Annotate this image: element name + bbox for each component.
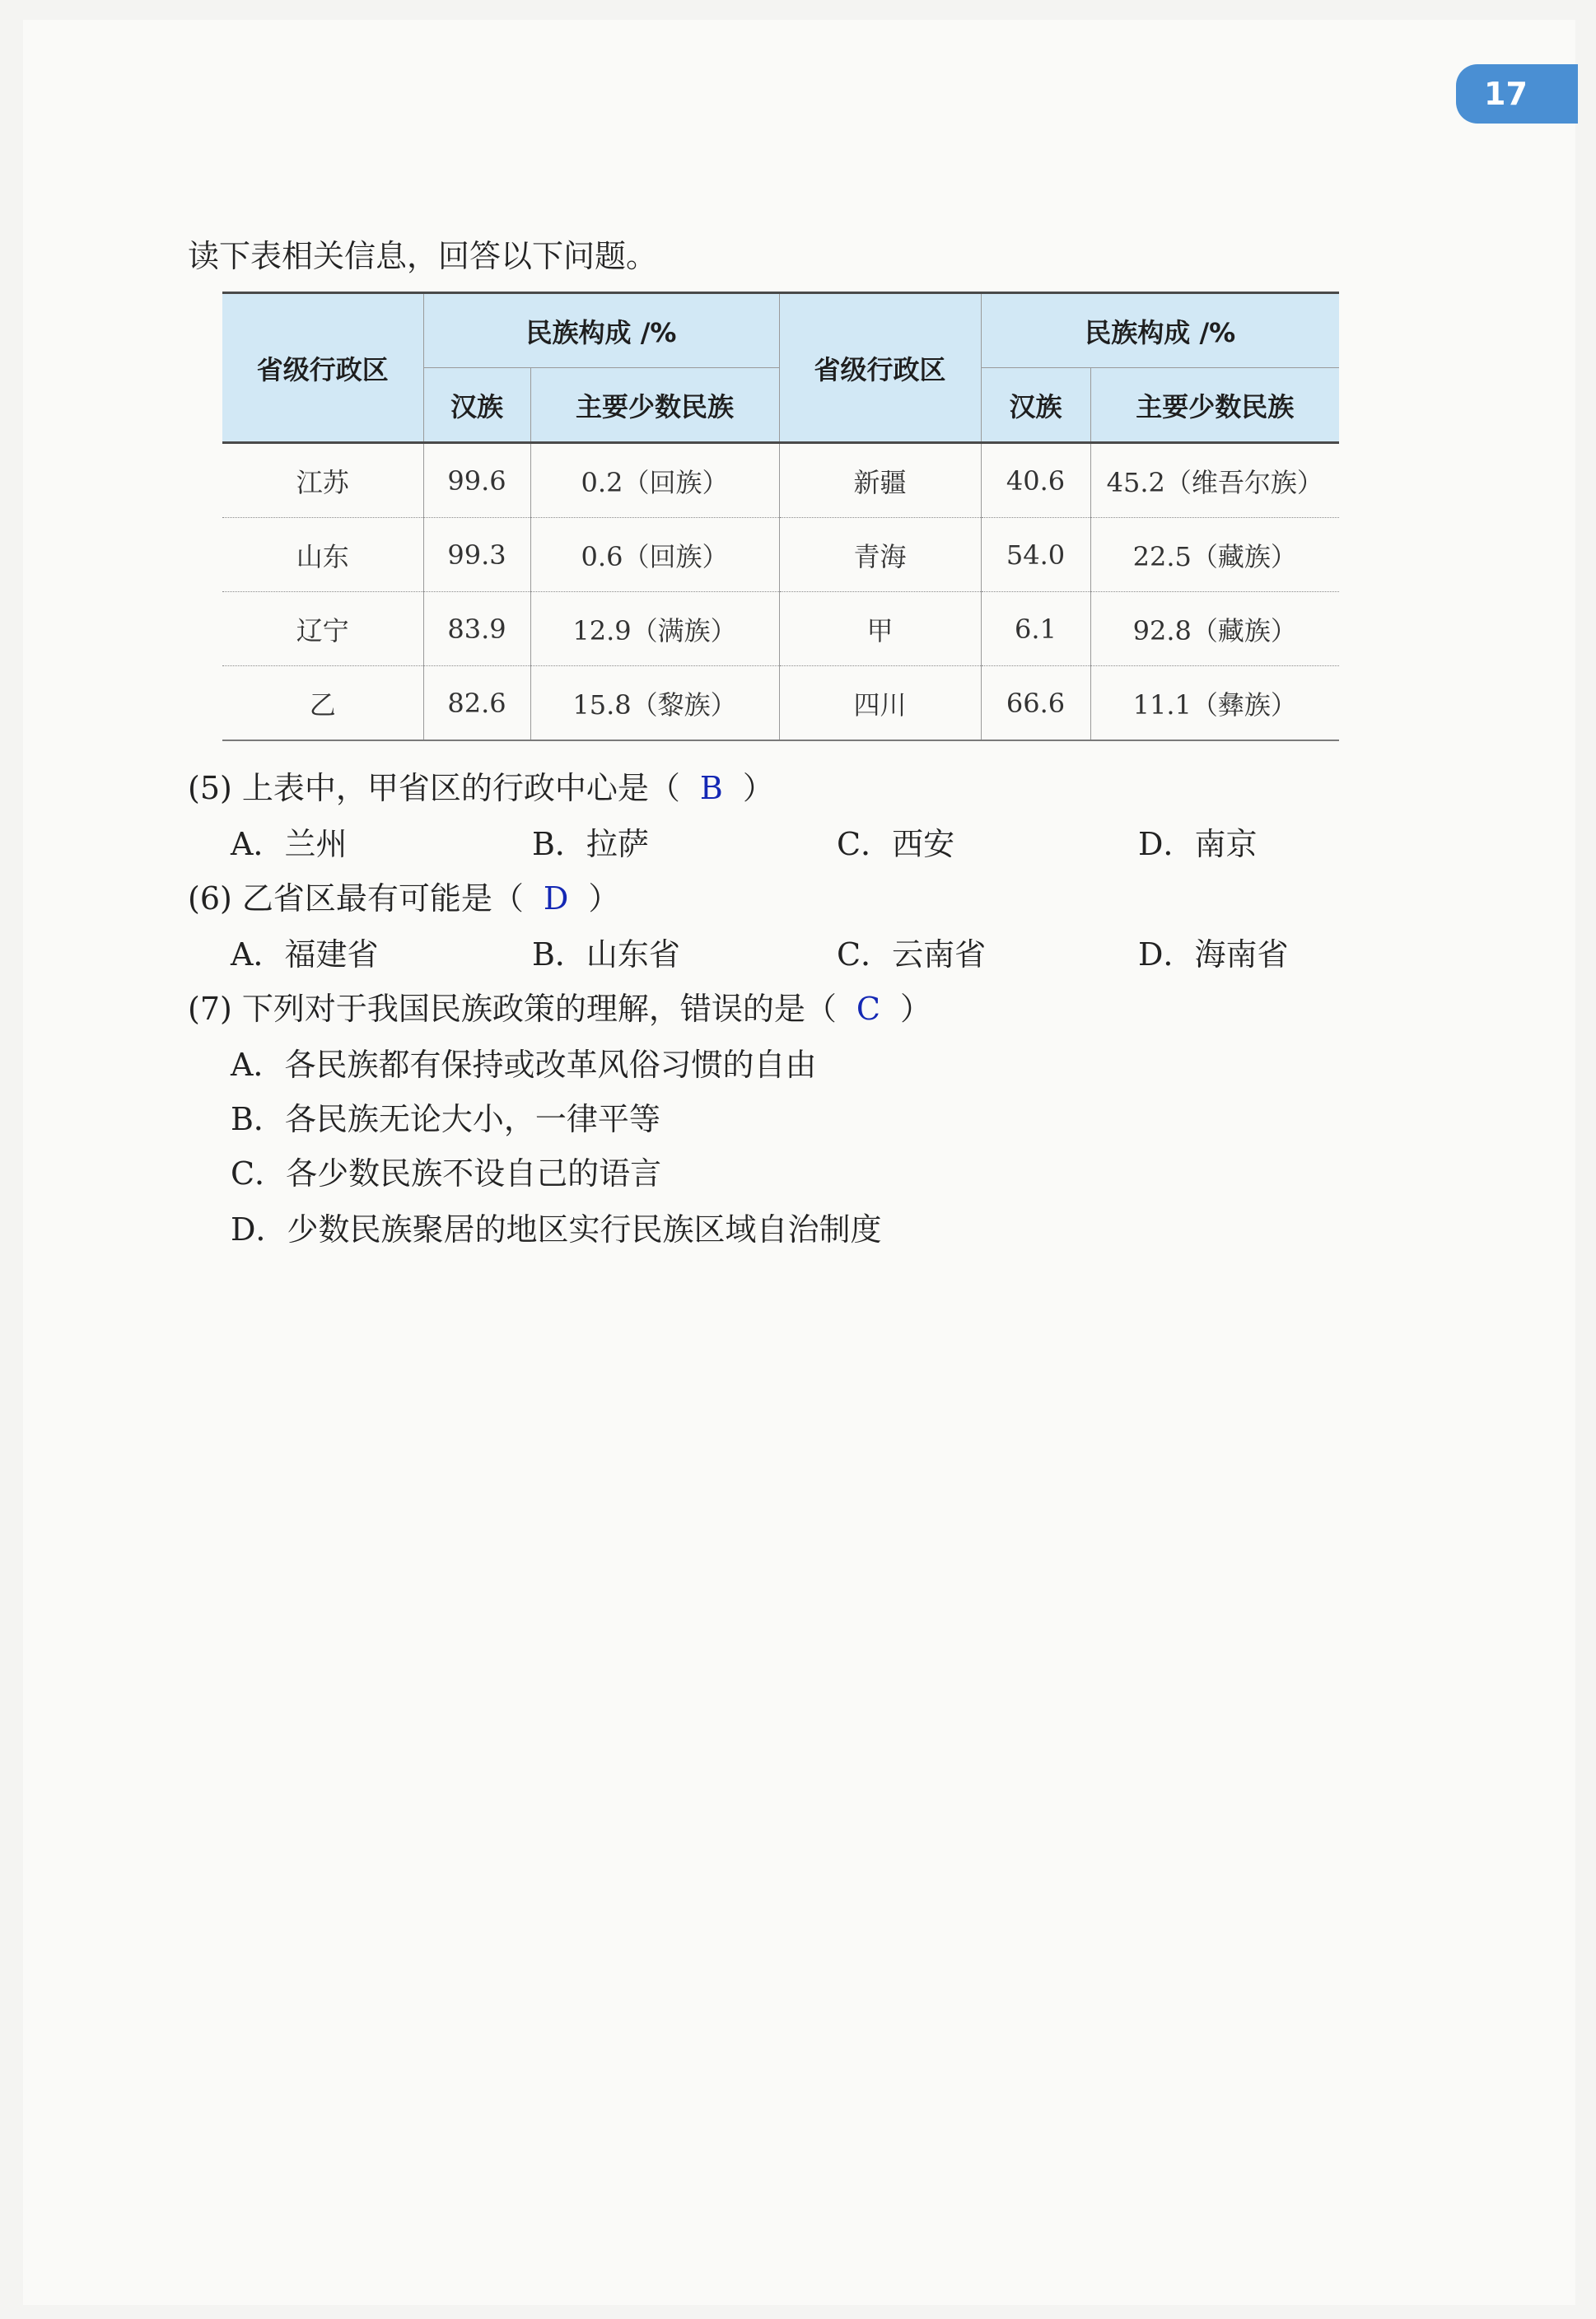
option-c: C．各少数民族不设自己的语言 — [231, 1155, 662, 1192]
table-cell: 66.6 — [981, 666, 1090, 741]
option-c: C．云南省 — [837, 936, 987, 973]
table-cell: 45.2（维吾尔族） — [1090, 443, 1339, 518]
option-b: B．各民族无论大小，一律平等 — [231, 1101, 660, 1137]
intro-text: 读下表相关信息，回答以下问题。 — [188, 238, 658, 274]
table-row — [222, 592, 1339, 666]
option-d: D．南京 — [1138, 826, 1258, 862]
header-province: 省级行政区 — [779, 293, 981, 443]
question-6-stem — [188, 873, 619, 918]
table-cell: 甲 — [779, 592, 981, 666]
question-5-answer: B — [699, 770, 723, 806]
table-cell: 83.9 — [423, 592, 530, 666]
table-row — [222, 443, 1339, 518]
header-han: 汉族 — [981, 368, 1090, 443]
option-c: C．西安 — [837, 826, 955, 862]
question-6-answer: D — [543, 880, 569, 917]
option-d: D．少数民族聚居的地区实行民族区域自治制度 — [231, 1211, 882, 1248]
ethnic-composition-table — [222, 292, 1339, 741]
question-stem-text: (5) 上表中，甲省区的行政中心是（ — [188, 770, 680, 806]
table-cell: 辽宁 — [222, 592, 423, 666]
table-cell: 92.8（藏族） — [1090, 592, 1339, 666]
question-stem-close: ） — [742, 770, 774, 806]
header-composition: 民族构成 /% — [981, 293, 1339, 368]
table-row — [222, 518, 1339, 592]
table-cell: 四川 — [779, 666, 981, 741]
question-5-stem — [188, 763, 774, 808]
question-7-stem — [188, 983, 931, 1029]
header-minority: 主要少数民族 — [530, 368, 779, 443]
table-cell: 江苏 — [222, 443, 423, 518]
table-cell: 11.1（彝族） — [1090, 666, 1339, 741]
question-stem-text: (7) 下列对于我国民族政策的理解，错误的是（ — [188, 991, 837, 1027]
header-composition: 民族构成 /% — [423, 293, 779, 368]
table-cell: 新疆 — [779, 443, 981, 518]
table-cell: 99.6 — [423, 443, 530, 518]
table-cell: 15.8（黎族） — [530, 666, 779, 741]
table-cell: 12.9（满族） — [530, 592, 779, 666]
question-stem-text: (6) 乙省区最有可能是（ — [188, 880, 524, 917]
table-cell: 54.0 — [981, 518, 1090, 592]
option-a: A．福建省 — [231, 936, 379, 973]
header-han: 汉族 — [423, 368, 530, 443]
header-minority: 主要少数民族 — [1090, 368, 1339, 443]
option-b: B．拉萨 — [532, 826, 649, 862]
header-province: 省级行政区 — [222, 293, 423, 443]
option-d: D．海南省 — [1138, 936, 1289, 973]
option-a: A．各民族都有保持或改革风俗习惯的自由 — [231, 1047, 817, 1083]
table-cell: 0.6（回族） — [530, 518, 779, 592]
option-b: B．山东省 — [532, 936, 680, 973]
table-cell: 40.6 — [981, 443, 1090, 518]
table-cell: 青海 — [779, 518, 981, 592]
page-number-badge: 17 — [1456, 64, 1578, 124]
question-stem-close: ） — [900, 991, 932, 1027]
table-cell: 乙 — [222, 666, 423, 741]
table-cell: 山东 — [222, 518, 423, 592]
table-cell: 6.1 — [981, 592, 1090, 666]
question-7-answer: C — [856, 991, 880, 1027]
question-stem-close: ） — [588, 880, 620, 917]
table-cell: 22.5（藏族） — [1090, 518, 1339, 592]
table-cell: 99.3 — [423, 518, 530, 592]
option-a: A．兰州 — [231, 826, 348, 862]
table-cell: 0.2（回族） — [530, 443, 779, 518]
table-row — [222, 666, 1339, 741]
table-cell: 82.6 — [423, 666, 530, 741]
